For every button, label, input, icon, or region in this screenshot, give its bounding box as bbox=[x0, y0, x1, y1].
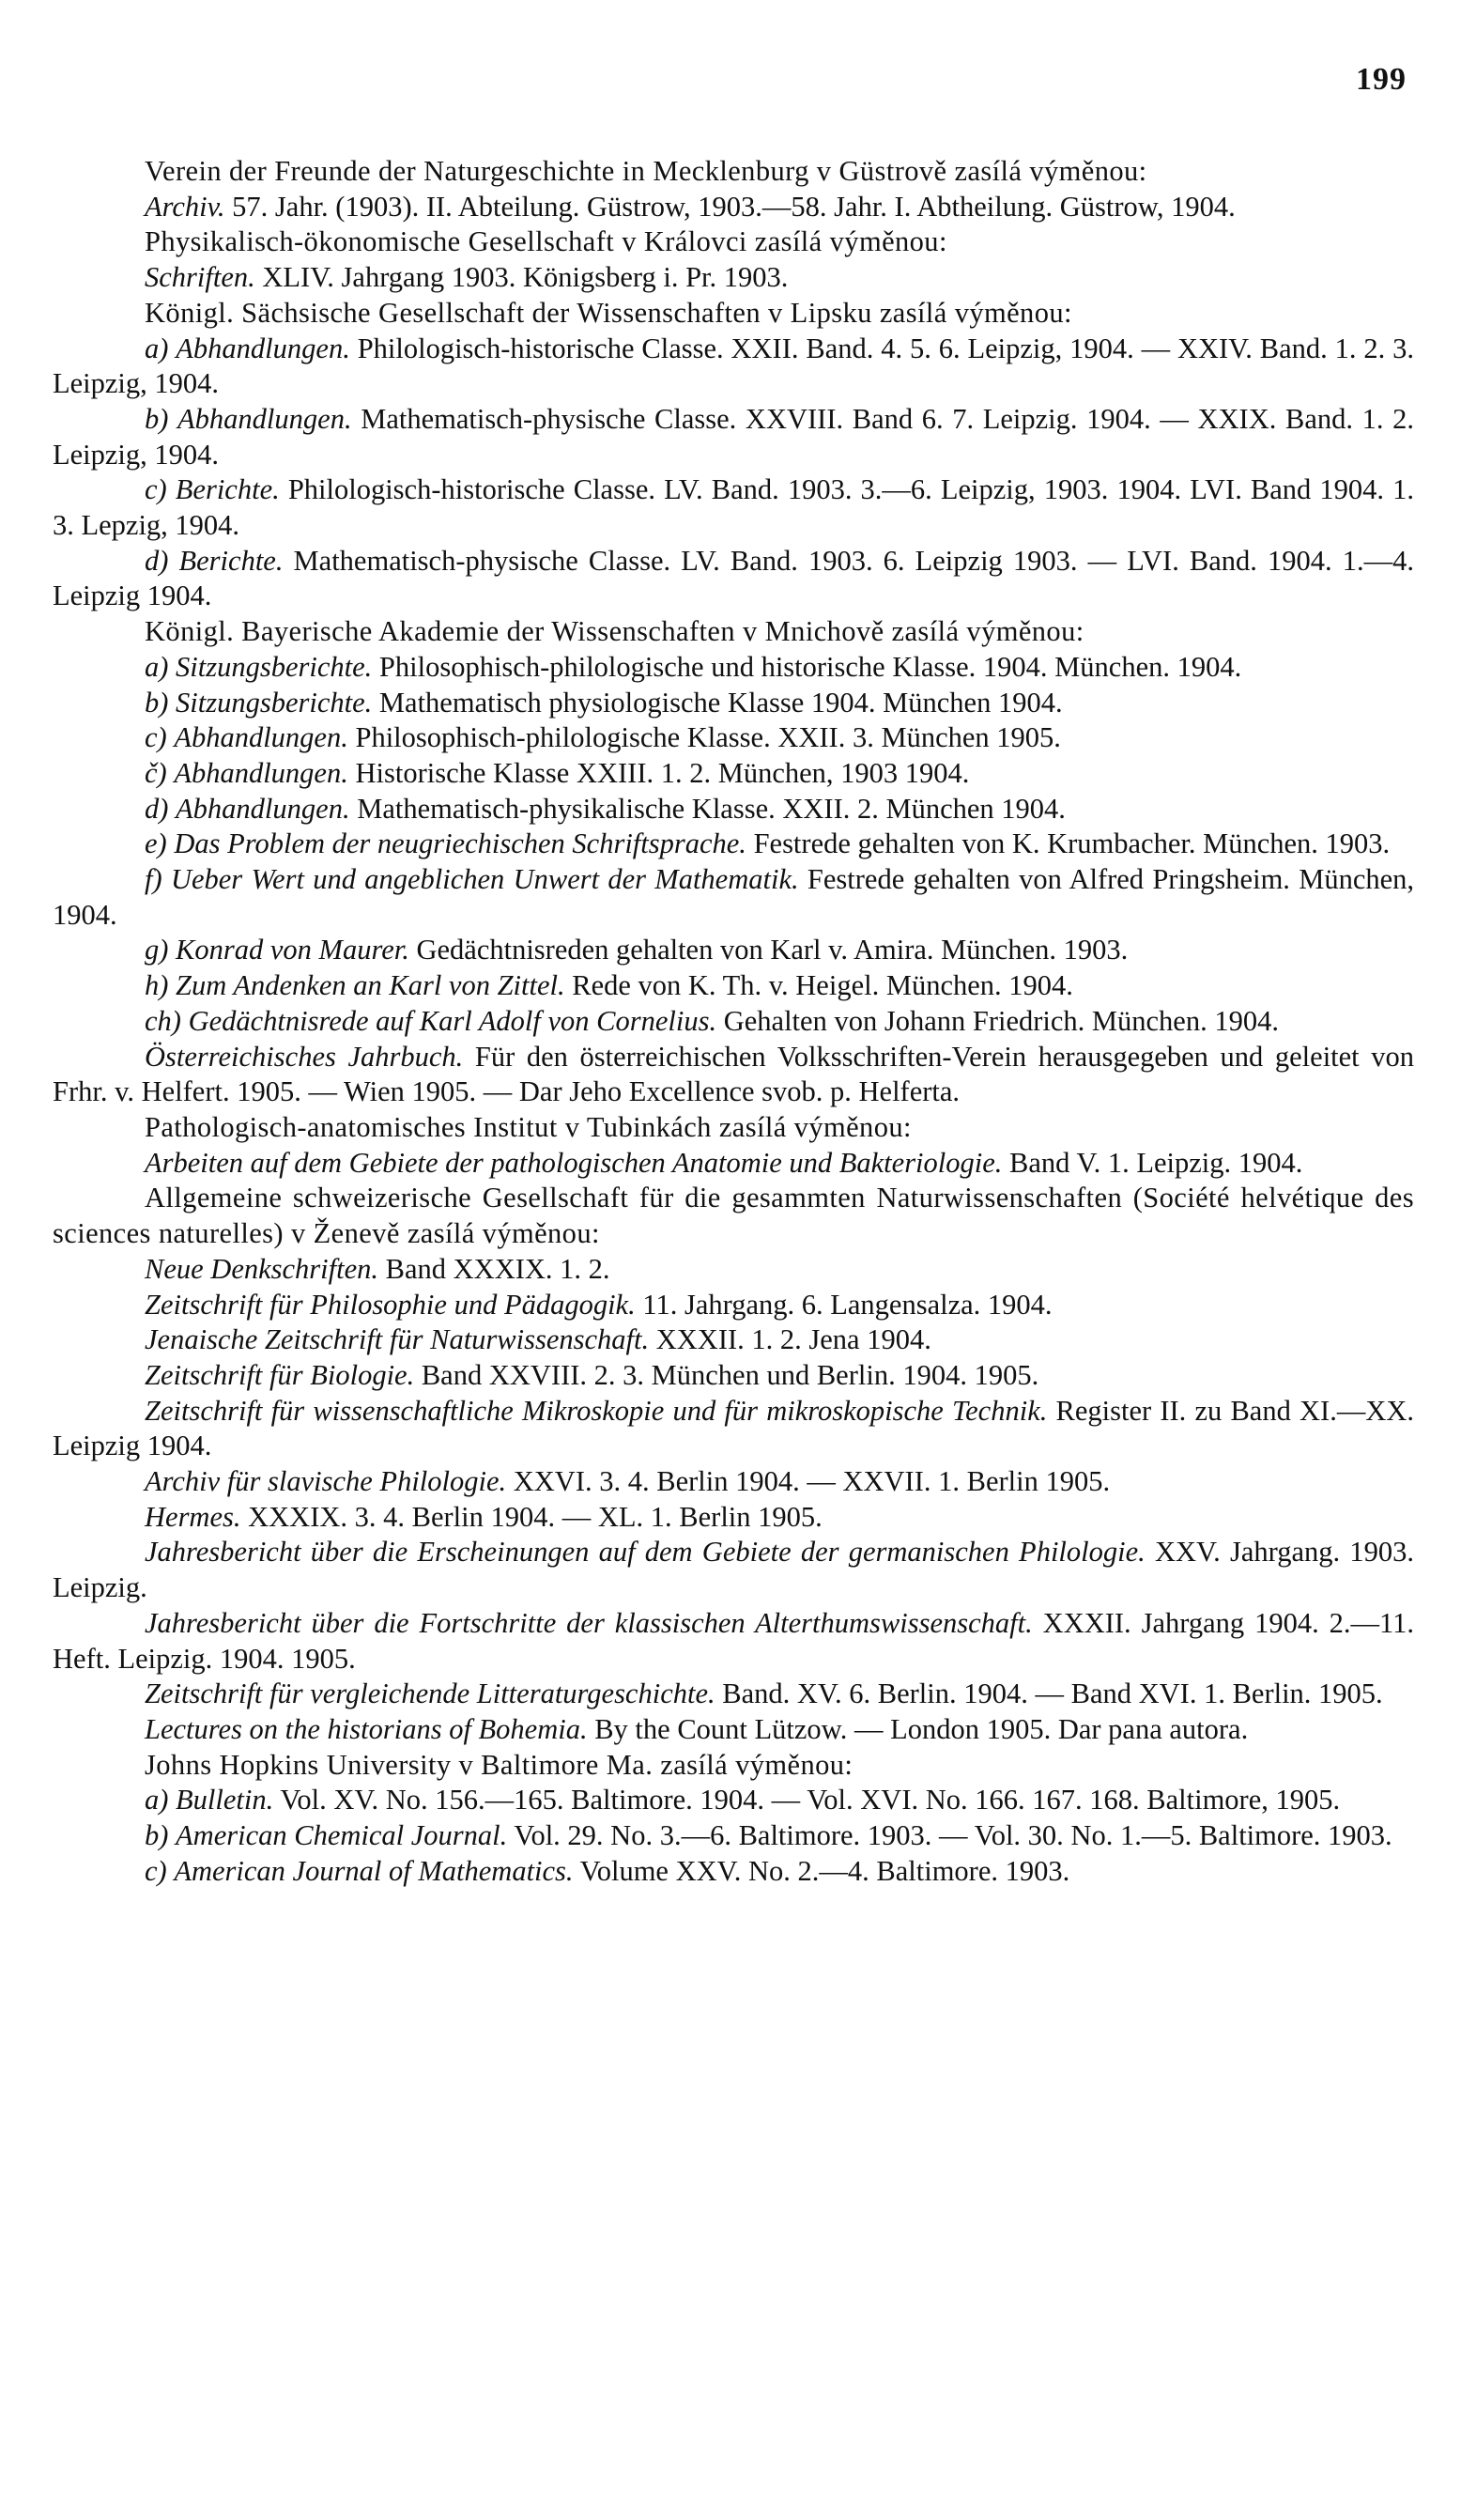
publication-details: Mathematisch-physische Classe. XXVIII. Band 6. 7. Leipzig. 1904. — XXIX. Band. 1. 2. Leipzig, 1904. bbox=[53, 402, 1414, 471]
publication-entry bbox=[53, 968, 1414, 1004]
publication-details: Philosophisch-philologische und historische Klasse. 1904. München. 1904. bbox=[372, 650, 1242, 683]
publication-title: Sitzungsberichte. bbox=[176, 686, 373, 719]
publication-entry bbox=[53, 1535, 1414, 1605]
publication-title: American Chemical Journal. bbox=[176, 1819, 508, 1852]
publication-entry bbox=[53, 1252, 1414, 1288]
publication-details: XXXII. 1. 2. Jena 1904. bbox=[649, 1323, 931, 1356]
page-number: 199 bbox=[1356, 62, 1407, 97]
publication-entry bbox=[53, 1606, 1414, 1677]
publication-entry bbox=[53, 190, 1414, 225]
publication-details: Register II. zu Band XI.—XX. Leipzig 1904. bbox=[53, 1394, 1414, 1462]
entry-letter: b) bbox=[145, 686, 169, 719]
publication-details: XXV. Jahrgang. 1903. Leipzig. bbox=[53, 1536, 1414, 1604]
publication-details: Rede von K. Th. v. Heigel. München. 1904. bbox=[564, 969, 1073, 1002]
publication-title: Abhandlungen. bbox=[176, 332, 350, 364]
publication-entry bbox=[53, 1288, 1414, 1323]
publication-title: Abhandlungen. bbox=[174, 756, 348, 789]
publication-details: XXXIX. 3. 4. Berlin 1904. — XL. 1. Berlin 1905. bbox=[240, 1500, 823, 1533]
publication-entry bbox=[53, 1004, 1414, 1040]
publication-details: XXVI. 3. 4. Berlin 1904. — XXVII. 1. Berlin 1905. bbox=[506, 1465, 1111, 1498]
publication-title: Gedächtnisrede auf Karl Adolf von Cornelius. bbox=[188, 1004, 717, 1037]
publication-details: XLIV. Jahrgang 1903. Königsberg i. Pr. 1903. bbox=[254, 261, 789, 294]
entry-letter: e) bbox=[145, 827, 167, 860]
publication-title: Schriften. bbox=[145, 261, 255, 294]
publication-details: XXXII. Jahrgang 1904. 2.—11. Heft. Leipzig. 1904. 1905. bbox=[53, 1606, 1415, 1675]
institution-heading: Pathologisch-anatomisches Institut v Tubinkách zasílá výměnou: bbox=[145, 1110, 912, 1143]
publication-entry bbox=[53, 862, 1414, 933]
publication-details: 11. Jahrgang. 6. Langensalza. 1904. bbox=[635, 1288, 1053, 1321]
publication-details: Philologisch-historische Classe. XXII. Band. 4. 5. 6. Leipzig, 1904. — XXIV. Band. 1. 2. 3. Leipzig, 1904. bbox=[53, 332, 1415, 400]
publication-entry bbox=[53, 792, 1414, 827]
publication-title: Zeitschrift für Biologie. bbox=[145, 1358, 415, 1391]
publication-entry bbox=[53, 1677, 1414, 1712]
entry-letter: b) bbox=[145, 1819, 169, 1852]
publication-title: Neue Denkschriften. bbox=[145, 1252, 379, 1285]
institution-heading: Verein der Freunde der Naturgeschichte in Mecklenburg v Güstrově zasílá výměnou: bbox=[145, 155, 1147, 187]
publication-title: Das Problem der neugriechischen Schriftsprache. bbox=[174, 827, 746, 860]
entry-letter: a) bbox=[145, 650, 169, 683]
publication-details: Festrede gehalten von Alfred Pringsheim. München, 1904. bbox=[53, 863, 1415, 931]
publication-entry bbox=[53, 1500, 1414, 1536]
publication-title: Abhandlungen. bbox=[176, 792, 350, 825]
publication-entry bbox=[53, 332, 1414, 402]
publication-details: Band XXVIII. 2. 3. München und Berlin. 1904. 1905. bbox=[414, 1358, 1039, 1391]
publication-entry bbox=[53, 1358, 1414, 1394]
publication-entry bbox=[53, 260, 1414, 296]
entry-letter: ch) bbox=[145, 1004, 181, 1037]
publication-details: Philosophisch-philologische Klasse. XXII. 3. München 1905. bbox=[347, 721, 1061, 754]
publication-entry bbox=[53, 1818, 1414, 1854]
institution-heading: Johns Hopkins University v Baltimore Ma. zasílá výměnou: bbox=[145, 1748, 854, 1781]
entry-letter: a) bbox=[145, 332, 169, 364]
publication-entry bbox=[53, 544, 1414, 614]
publication-title: Zeitschrift für Philosophie und Pädagogik. bbox=[145, 1288, 636, 1321]
publication-title: Sitzungsberichte. bbox=[176, 650, 373, 683]
publication-entry bbox=[53, 720, 1414, 756]
publication-details: Mathematisch-physikalische Klasse. XXII. 2. München 1904. bbox=[349, 792, 1066, 825]
entry-letter: č) bbox=[145, 756, 167, 789]
publication-entry bbox=[53, 402, 1414, 472]
publication-details: Gehalten von Johann Friedrich. München. 1904. bbox=[716, 1004, 1279, 1037]
publication-entry bbox=[53, 1146, 1414, 1182]
publication-entry bbox=[53, 1322, 1414, 1358]
publication-title: Ueber Wert und angeblichen Unwert der Mathematik. bbox=[170, 863, 799, 896]
publication-entry bbox=[53, 1464, 1414, 1500]
publication-details: Für den österreichischen Volksschriften-Verein herausgegeben und geleitet von Frhr. v. Helfert. 1905. — Wien 1905. — Dar Jeho Excellence svob. p. Helferta. bbox=[53, 1040, 1415, 1108]
publication-details: Band V. 1. Leipzig. 1904. bbox=[1002, 1146, 1303, 1179]
entry-letter: g) bbox=[145, 934, 169, 966]
publication-entry bbox=[53, 756, 1414, 792]
publication-details: By the Count Lützow. — London 1905. Dar pana autora. bbox=[587, 1712, 1249, 1745]
publication-entry bbox=[53, 933, 1414, 968]
institution-heading: Allgemeine schweizerische Gesellschaft für die gesammten Naturwissenschaften (Société helvétique des sciences naturelles) v Ženevě zasílá výměnou: bbox=[53, 1182, 1414, 1250]
publication-title: Archiv für slavische Philologie. bbox=[145, 1465, 507, 1498]
publication-title: Konrad von Maurer. bbox=[176, 934, 409, 966]
publication-details: Volume XXV. No. 2.—4. Baltimore. 1903. bbox=[573, 1854, 1070, 1887]
exchange-list bbox=[53, 154, 1414, 1889]
publication-details: Vol. XV. No. 156.—165. Baltimore. 1904. — Vol. XVI. No. 166. 167. 168. Baltimore, 1905. bbox=[273, 1784, 1341, 1817]
publication-entry bbox=[53, 686, 1414, 721]
publication-entry bbox=[53, 1783, 1414, 1818]
entry-letter: b) bbox=[145, 402, 169, 435]
publication-title: Österreichisches Jahrbuch. bbox=[145, 1040, 464, 1073]
publication-title: Abhandlungen. bbox=[174, 721, 348, 754]
publication-details: Band XXXIX. 1. 2. bbox=[378, 1252, 610, 1285]
publication-details: Band. XV. 6. Berlin. 1904. — Band XVI. 1. Berlin. 1905. bbox=[715, 1677, 1383, 1710]
entry-letter: c) bbox=[145, 721, 167, 754]
publication-title: Zeitschrift für vergleichende Litteraturgeschichte. bbox=[145, 1677, 715, 1710]
publication-entry bbox=[53, 472, 1414, 543]
publication-title: Abhandlungen. bbox=[177, 402, 352, 435]
entry-letter: d) bbox=[145, 792, 169, 825]
publication-title: Berichte. bbox=[175, 473, 280, 506]
publication-details: Historische Klasse XXIII. 1. 2. München, 1903 1904. bbox=[347, 756, 970, 789]
publication-title: Jenaische Zeitschrift für Naturwissenschaft. bbox=[145, 1323, 650, 1356]
publication-details: 57. Jahr. (1903). II. Abteilung. Güstrow, 1903.—58. Jahr. I. Abtheilung. Güstrow, 1904. bbox=[224, 190, 1236, 223]
publication-entry bbox=[53, 827, 1414, 862]
publication-entry bbox=[53, 1712, 1414, 1748]
publication-title: Zeitschrift für wissenschaftliche Mikroskopie und für mikroskopische Technik. bbox=[145, 1394, 1048, 1427]
entry-letter: h) bbox=[145, 969, 169, 1002]
publication-title: Archiv. bbox=[145, 190, 225, 223]
publication-details: Mathematisch-physische Classe. LV. Band. 1903. 6. Leipzig 1903. — LVI. Band. 1904. 1.—4. Leipzig 1904. bbox=[53, 544, 1414, 612]
publication-entry bbox=[53, 1854, 1414, 1890]
publication-details: Vol. 29. No. 3.—6. Baltimore. 1903. — Vol. 30. No. 1.—5. Baltimore. 1903. bbox=[507, 1819, 1392, 1852]
publication-entry bbox=[53, 650, 1414, 686]
publication-title: Bulletin. bbox=[176, 1784, 274, 1817]
institution-heading: Königl. Sächsische Gesellschaft der Wissenschaften v Lipsku zasílá výměnou: bbox=[145, 296, 1072, 329]
entry-letter: a) bbox=[145, 1784, 169, 1817]
publication-title: Zum Andenken an Karl von Zittel. bbox=[176, 969, 565, 1002]
entry-letter: d) bbox=[145, 544, 169, 577]
publication-title: Arbeiten auf dem Gebiete der pathologischen Anatomie und Bakteriologie. bbox=[145, 1146, 1003, 1179]
publication-title: Jahresbericht über die Fortschritte der klassischen Alterthumswissenschaft. bbox=[145, 1606, 1033, 1639]
publication-title: Hermes. bbox=[145, 1500, 241, 1533]
publication-details: Gedächtnisreden gehalten von Karl v. Amira. München. 1903. bbox=[408, 934, 1129, 966]
institution-heading: Königl. Bayerische Akademie der Wissenschaften v Mnichově zasílá výměnou: bbox=[145, 615, 1084, 648]
publication-title: Jahresbericht über die Erscheinungen auf dem Gebiete der germanischen Philologie. bbox=[145, 1536, 1146, 1569]
publication-entry bbox=[53, 1394, 1414, 1464]
publication-details: Philologisch-historische Classe. LV. Band. 1903. 3.—6. Leipzig, 1903. 1904. LVI. Band 1904. 1. 3. Lepzig, 1904. bbox=[53, 473, 1414, 542]
publication-title: Berichte. bbox=[178, 544, 284, 577]
entry-letter: f) bbox=[145, 863, 162, 896]
entry-letter: c) bbox=[145, 1854, 167, 1887]
publication-entry bbox=[53, 1040, 1414, 1110]
publication-title: American Journal of Mathematics. bbox=[174, 1854, 574, 1887]
publication-title: Lectures on the historians of Bohemia. bbox=[145, 1712, 588, 1745]
publication-details: Festrede gehalten von K. Krumbacher. München. 1903. bbox=[746, 827, 1391, 860]
publication-details: Mathematisch physiologische Klasse 1904. München 1904. bbox=[372, 686, 1063, 719]
entry-letter: c) bbox=[145, 473, 167, 506]
institution-heading: Physikalisch-ökonomische Gesellschaft v Královci zasílá výměnou: bbox=[145, 225, 947, 258]
